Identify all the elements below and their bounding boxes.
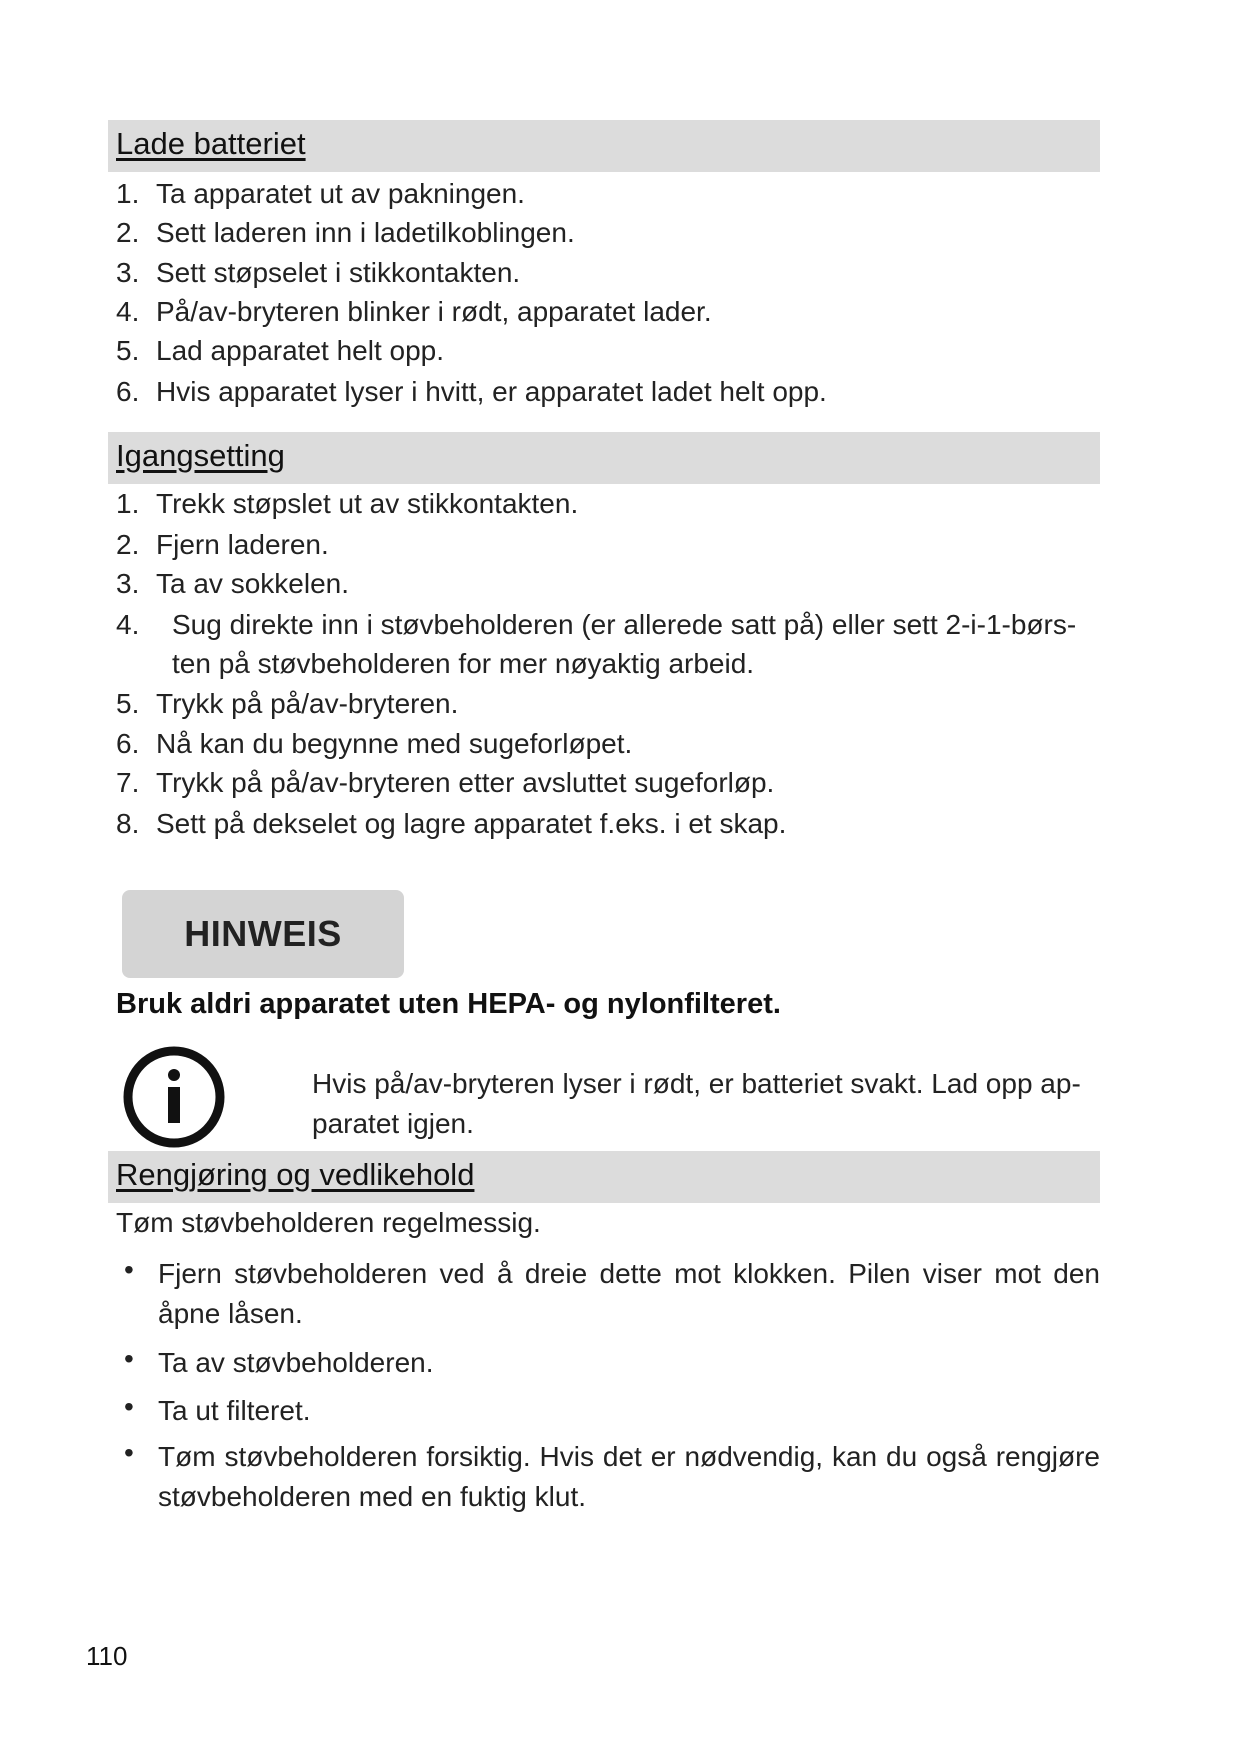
list-item: 3. Ta av sokkelen. — [116, 568, 349, 599]
cleaning-intro: Tøm støvbeholderen regelmessig. — [116, 1207, 541, 1238]
info-icon — [122, 1045, 226, 1154]
list-item: 5. Lad apparatet helt opp. — [116, 335, 445, 366]
list-item: 3. Sett støpselet i stikkontakten. — [116, 257, 521, 288]
bullet-icon: • — [124, 1343, 134, 1374]
list-item: 2. Sett laderen inn i ladetilkoblingen. — [116, 217, 575, 248]
bullet-text: Ta av støvbeholderen. — [158, 1347, 434, 1378]
bullet-text: Ta ut filteret. — [158, 1395, 311, 1426]
info-note-text: Hvis på/av-bryteren lyser i rødt, er batteriet svakt. Lad opp ap-paratet igjen. — [312, 1068, 1081, 1139]
list-item: 5. Trykk på på/av-bryteren. — [116, 688, 459, 719]
bullet-icon: • — [124, 1254, 134, 1285]
bullet-icon: • — [124, 1391, 134, 1422]
warning-text: Bruk aldri apparatet uten HEPA- og nylonfilteret. — [116, 988, 781, 1020]
notice-badge — [122, 890, 404, 978]
list-item: 6. Nå kan du begynne med sugeforløpet. — [116, 728, 633, 759]
list-item-continuation: ten på støvbeholderen for mer nøyaktig arbeid. — [172, 648, 755, 679]
list-item: 8. Sett på dekselet og lagre apparatet f.eks. i et skap. — [116, 808, 787, 839]
section-title-charging: Lade batteriet — [116, 126, 306, 161]
list-item: 7. Trykk på på/av-bryteren etter avsluttet sugeforløp. — [116, 767, 775, 798]
section-title-cleaning: Rengjøring og vedlikehold — [116, 1157, 475, 1192]
bullet-text: Tøm støvbeholderen forsiktig. Hvis det er nødvendig, kan du også rengjøre støvbeholderen med en fuktig klut. — [158, 1441, 1100, 1512]
list-item: 1. Ta apparatet ut av pakningen. — [116, 178, 525, 209]
notice-label: HINWEIS — [184, 913, 342, 954]
bullet-icon: • — [124, 1437, 134, 1468]
bullet-text: Fjern støvbeholderen ved å dreie dette mot klokken. Pilen viser mot den åpne låsen. — [158, 1258, 1100, 1329]
page-number: 110 — [86, 1641, 128, 1671]
list-item: 2. Fjern laderen. — [116, 529, 329, 560]
section-title-startup: Igangsetting — [116, 438, 285, 473]
list-item: 4. På/av-bryteren blinker i rødt, apparatet lader. — [116, 296, 712, 327]
list-item: 1. Trekk støpslet ut av stikkontakten. — [116, 488, 579, 519]
list-item: 6. Hvis apparatet lyser i hvitt, er apparatet ladet helt opp. — [116, 376, 827, 407]
list-item: 4. Sug direkte inn i støvbeholderen (er allerede satt på) eller sett 2-i-1-børs- — [116, 609, 1077, 640]
